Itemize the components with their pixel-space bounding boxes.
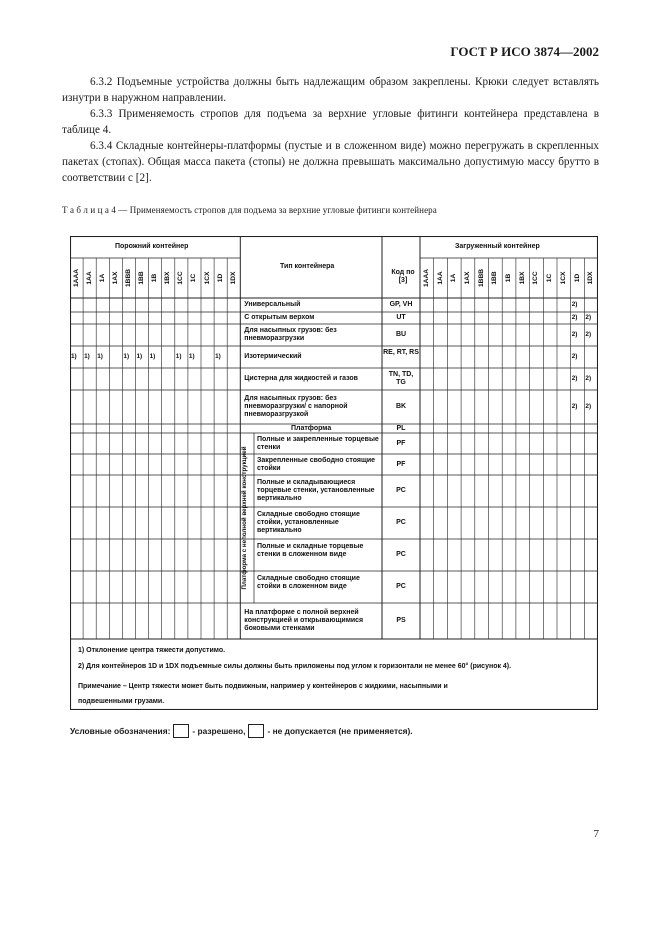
loaded-col-1BX: 1BX xyxy=(518,271,526,285)
loaded-col-1DX: 1DX xyxy=(587,271,595,285)
standard-header: ГОСТ Р ИСО 3874—2002 xyxy=(450,44,599,59)
empty-mark: 1) xyxy=(149,353,156,360)
loaded-col-1C: 1C xyxy=(546,273,554,283)
empty-col-1AA: 1AA xyxy=(85,271,93,285)
empty-col-1C: 1C xyxy=(190,273,198,283)
row-code: PC xyxy=(396,487,406,494)
row-type: Полные и складывающиеся торцевые стенки, установленные вертикально xyxy=(257,479,375,502)
loaded-col-1D: 1D xyxy=(573,273,581,283)
loaded-mark: 2) xyxy=(571,314,578,321)
empty-col-1CC: 1CC xyxy=(177,271,185,285)
footnote-1: 1) Отклонение центра тяжести допустимо. xyxy=(78,647,226,654)
empty-col-1BX: 1BX xyxy=(164,271,172,285)
loaded-mark: 2) xyxy=(585,314,592,321)
row-code: TN, TD, TG xyxy=(388,371,414,386)
loaded-mark: 2) xyxy=(585,403,592,410)
empty-mark: 1) xyxy=(71,353,77,360)
empty-col-1BBB: 1BBB xyxy=(124,269,132,287)
footnote-2: 2) Для контейнеров 1D и 1DX подъемные силы должны быть приложены под углом к горизонтали не менее 60° (рисунок 4). xyxy=(78,663,512,670)
paragraph-6-3-2: 6.3.2 Подъемные устройства должны быть надлежащим образом закреплены. Крюки следует вставлять изнутри в наружном направлении. xyxy=(62,76,599,104)
not-allowed-swatch xyxy=(248,724,264,738)
allowed-swatch xyxy=(173,724,189,738)
empty-mark: 1) xyxy=(97,353,103,360)
row-code: PC xyxy=(396,551,406,558)
row-code: PC xyxy=(396,583,406,590)
loaded-mark: 2) xyxy=(571,403,578,410)
platform-side-label: Платформа с неполной верхней конструкцией xyxy=(241,446,249,590)
empty-mark: 1) xyxy=(188,353,195,360)
loaded-col-1AAA: 1AAA xyxy=(422,269,430,287)
empty-mark: 1) xyxy=(175,353,182,360)
loaded-col-1CX: 1CX xyxy=(559,271,567,285)
row-type: Изотермический xyxy=(244,353,302,360)
loaded-col-1A: 1A xyxy=(450,273,458,283)
row-type: Универсальный xyxy=(244,301,301,308)
row-type: Складные свободно стоящие стойки, установленные вертикально xyxy=(257,511,360,534)
applicability-table xyxy=(70,236,598,710)
paragraph-6-3-4: 6.3.4 Складные контейнеры-платформы (пустые и в сложенном виде) можно перегружать в скрепленных пакетах (стопах). Общая масса пакета (стопы) не должна превышать максимально допустимую массу брутто в соответствии с [2]. xyxy=(62,140,599,184)
loaded-mark: 2) xyxy=(571,301,578,308)
empty-mark: 1) xyxy=(136,353,143,360)
loaded-container-header: Загруженный контейнер xyxy=(455,243,540,250)
loaded-mark: 2) xyxy=(571,375,578,382)
legend-allowed: - разрешено, xyxy=(192,726,246,736)
row-code: RE, RT, RS xyxy=(383,349,419,356)
row-type: Для насыпных грузов: без пневморазгрузки xyxy=(244,327,337,342)
paragraph-6-3-3: 6.3.3 Применяемость стропов для подъема за верхние угловые фитинги контейнера представлена в таблице 4. xyxy=(62,108,599,136)
empty-col-1B: 1B xyxy=(151,273,159,283)
row-code: PS xyxy=(396,617,406,624)
row-type: Полные и складные торцевые стенки в сложенном виде xyxy=(257,543,364,558)
row-code: PL xyxy=(396,425,406,432)
loaded-col-1AX: 1AX xyxy=(463,271,471,285)
loaded-col-1AA: 1AA xyxy=(436,271,444,285)
row-type: Закрепленные свободно стоящие стойки xyxy=(257,456,376,472)
loaded-mark: 2) xyxy=(571,353,578,360)
empty-mark: 1) xyxy=(215,353,221,360)
row-code: UT xyxy=(396,314,406,321)
row-code: PF xyxy=(396,460,406,468)
row-type: Платформа xyxy=(291,425,332,432)
type-header: Тип контейнера xyxy=(280,263,335,270)
loaded-col-1CC: 1CC xyxy=(532,271,540,285)
table-caption: Т а б л и ц а 4 — Применяемость стропов для подъема за верхние угловые фитинги контейнера xyxy=(62,205,437,215)
page-number: 7 xyxy=(593,828,599,840)
row-type: С открытым верхом xyxy=(244,314,315,321)
loaded-col-1BBB: 1BBB xyxy=(477,269,485,287)
empty-col-1DX: 1DX xyxy=(229,271,237,285)
empty-col-1A: 1A xyxy=(98,273,106,283)
empty-col-1BB: 1BB xyxy=(138,271,146,285)
legend xyxy=(70,724,413,738)
loaded-col-1BB: 1BB xyxy=(491,271,499,285)
empty-container-header: Порожний контейнер xyxy=(115,243,189,250)
table-note: Примечание – Центр тяжести может быть подвижным, например у контейнеров с жидкими, насыпными и подвешенными грузами. xyxy=(78,683,448,705)
loaded-mark: 2) xyxy=(571,331,578,338)
empty-col-1AAA: 1AAA xyxy=(72,269,80,287)
empty-col-1D: 1D xyxy=(216,273,224,283)
row-type: Цистерна для жидкостей и газов xyxy=(244,375,358,382)
legend-label: Условные обозначения: xyxy=(70,726,171,736)
row-code: PF xyxy=(396,439,406,447)
row-code: PC xyxy=(396,519,406,526)
empty-mark: 1) xyxy=(84,353,90,360)
row-type: Складные свободно стоящие стойки в сложенном виде xyxy=(257,575,360,590)
empty-col-1AX: 1AX xyxy=(111,271,119,285)
row-code: BK xyxy=(395,403,407,410)
loaded-mark: 2) xyxy=(585,331,592,338)
loaded-col-1B: 1B xyxy=(505,273,513,283)
row-code: GP, VH xyxy=(389,301,413,308)
row-type: Для насыпных грузов: без пневморазгрузки/ с напорной пневморазгрузкой xyxy=(244,395,348,418)
empty-col-1CX: 1CX xyxy=(203,271,211,285)
legend-not-allowed: - не допускается (не применяется). xyxy=(267,726,413,736)
empty-mark: 1) xyxy=(123,353,130,360)
row-type: На платформе с полной верхней конструкцией и открывающимися боковыми стенками xyxy=(244,609,364,632)
loaded-mark: 2) xyxy=(585,375,592,382)
code-header: Код по [3] xyxy=(391,269,415,284)
row-code: BU xyxy=(395,331,407,338)
row-type: Полные и закрепленные торцевые стенки xyxy=(257,435,379,451)
